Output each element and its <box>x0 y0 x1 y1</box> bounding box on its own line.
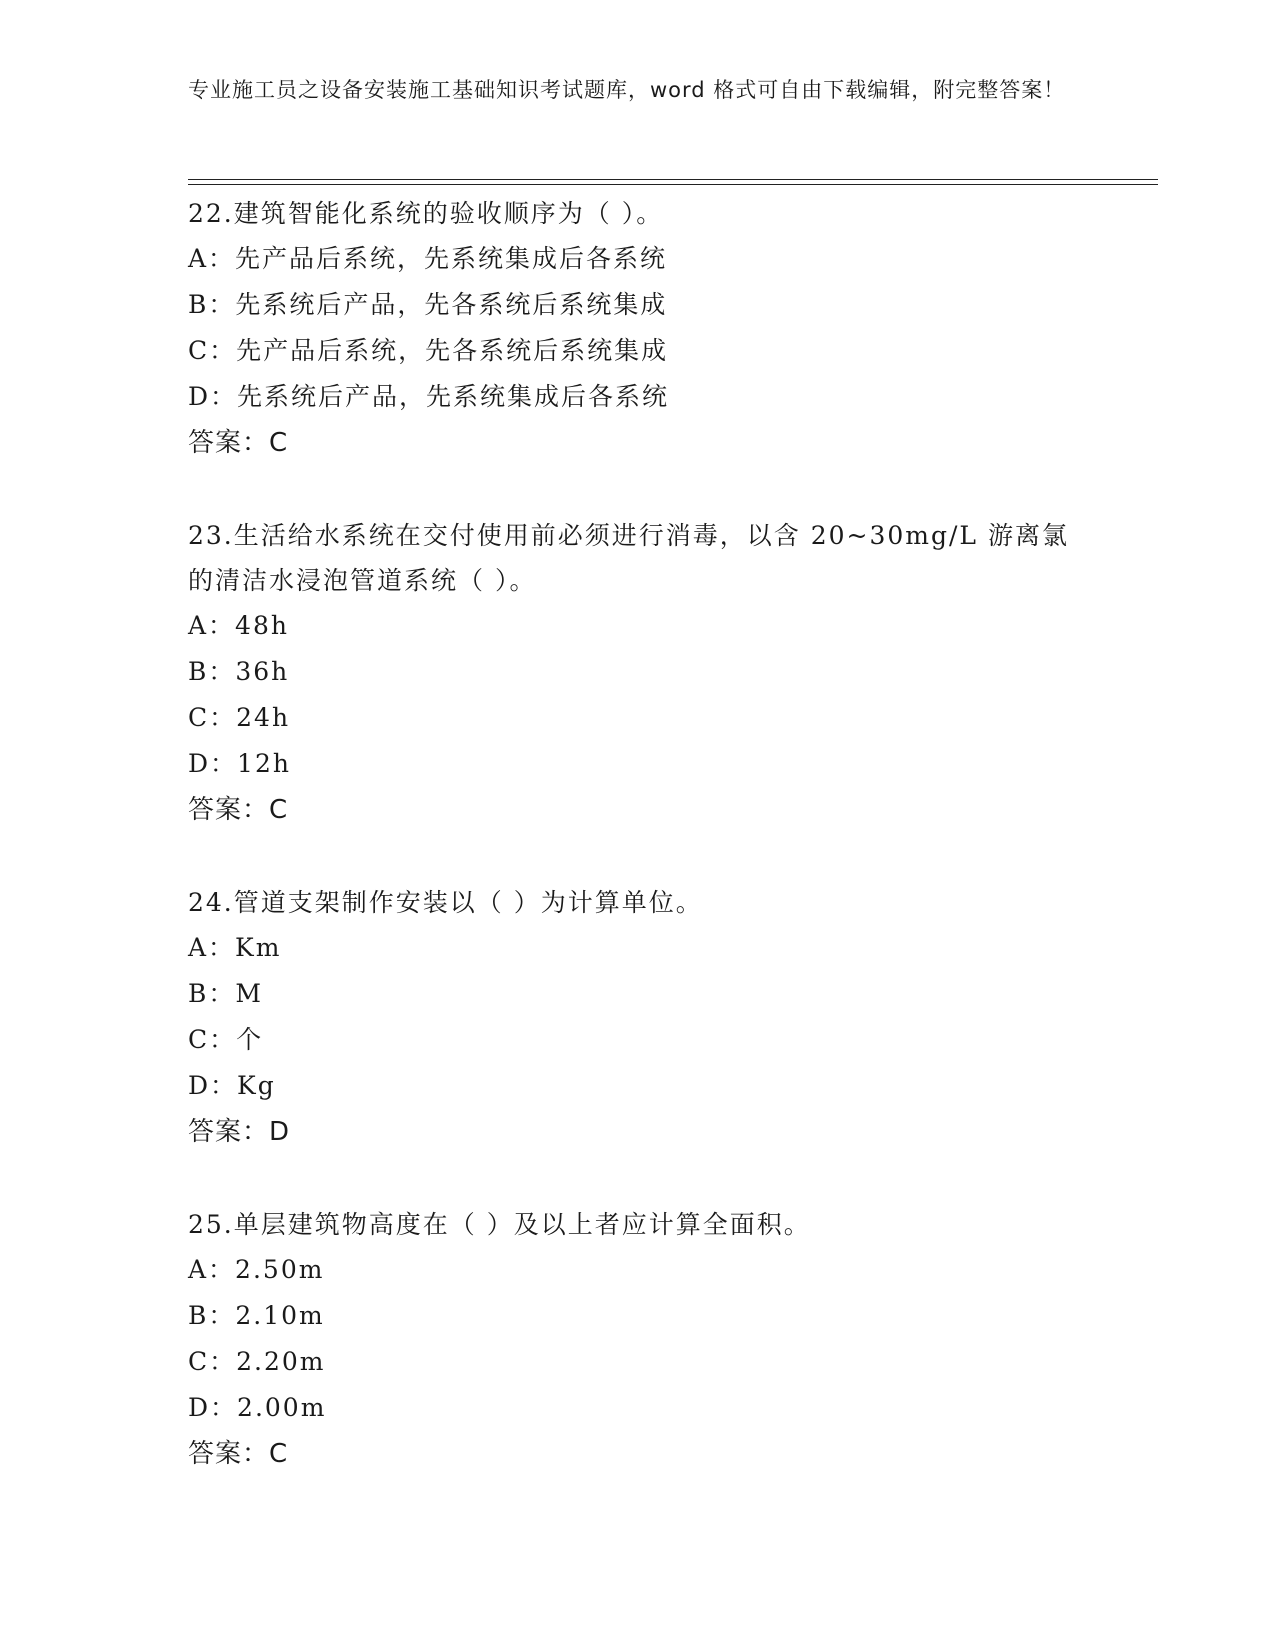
option-d: D：12h <box>188 749 291 778</box>
question-list <box>188 191 1088 1477</box>
option-a: A：Km <box>188 933 282 962</box>
question-stem: 22.建筑智能化系统的验收顺序为（ ）。 <box>188 199 664 228</box>
question-25 <box>188 1202 1088 1477</box>
question-24 <box>188 880 1088 1155</box>
option-c: C：2.20m <box>188 1347 326 1376</box>
question-23 <box>188 513 1088 833</box>
option-d: D：Kg <box>188 1071 276 1100</box>
answer-label: 答案：C <box>188 795 289 825</box>
option-b: B：M <box>188 979 263 1008</box>
question-stem: 23.生活给水系统在交付使用前必须进行消毒，以含 20~30mg/L 游离氯 <box>188 521 1069 550</box>
option-c: C：个 <box>188 1025 264 1054</box>
option-b: B：36h <box>188 657 290 686</box>
option-d: D：先系统后产品，先系统集成后各系统 <box>188 382 670 411</box>
option-b: B：2.10m <box>188 1301 325 1330</box>
question-stem: 25.单层建筑物高度在（ ）及以上者应计算全面积。 <box>188 1210 811 1239</box>
option-b: B：先系统后产品，先各系统后系统集成 <box>188 290 668 319</box>
header-divider-bottom <box>188 184 1158 185</box>
answer-label: 答案：C <box>188 428 289 458</box>
option-a: A：48h <box>188 611 289 640</box>
option-c: C：24h <box>188 703 291 732</box>
question-22 <box>188 191 1088 466</box>
question-stem: 24.管道支架制作安装以（ ）为计算单位。 <box>188 888 703 917</box>
answer-label: 答案：C <box>188 1439 289 1469</box>
option-a: A：先产品后系统，先系统集成后各系统 <box>188 244 668 273</box>
option-d: D：2.00m <box>188 1393 327 1422</box>
header-divider-top <box>188 179 1158 180</box>
option-c: C：先产品后系统，先各系统后系统集成 <box>188 336 669 365</box>
answer-label: 答案：D <box>188 1117 291 1147</box>
option-a: A：2.50m <box>188 1255 325 1284</box>
question-stem-continued: 的清洁水浸泡管道系统（ ）。 <box>188 566 537 595</box>
document-header: 专业施工员之设备安装施工基础知识考试题库，word 格式可自由下载编辑，附完整答案！ <box>188 78 1066 102</box>
